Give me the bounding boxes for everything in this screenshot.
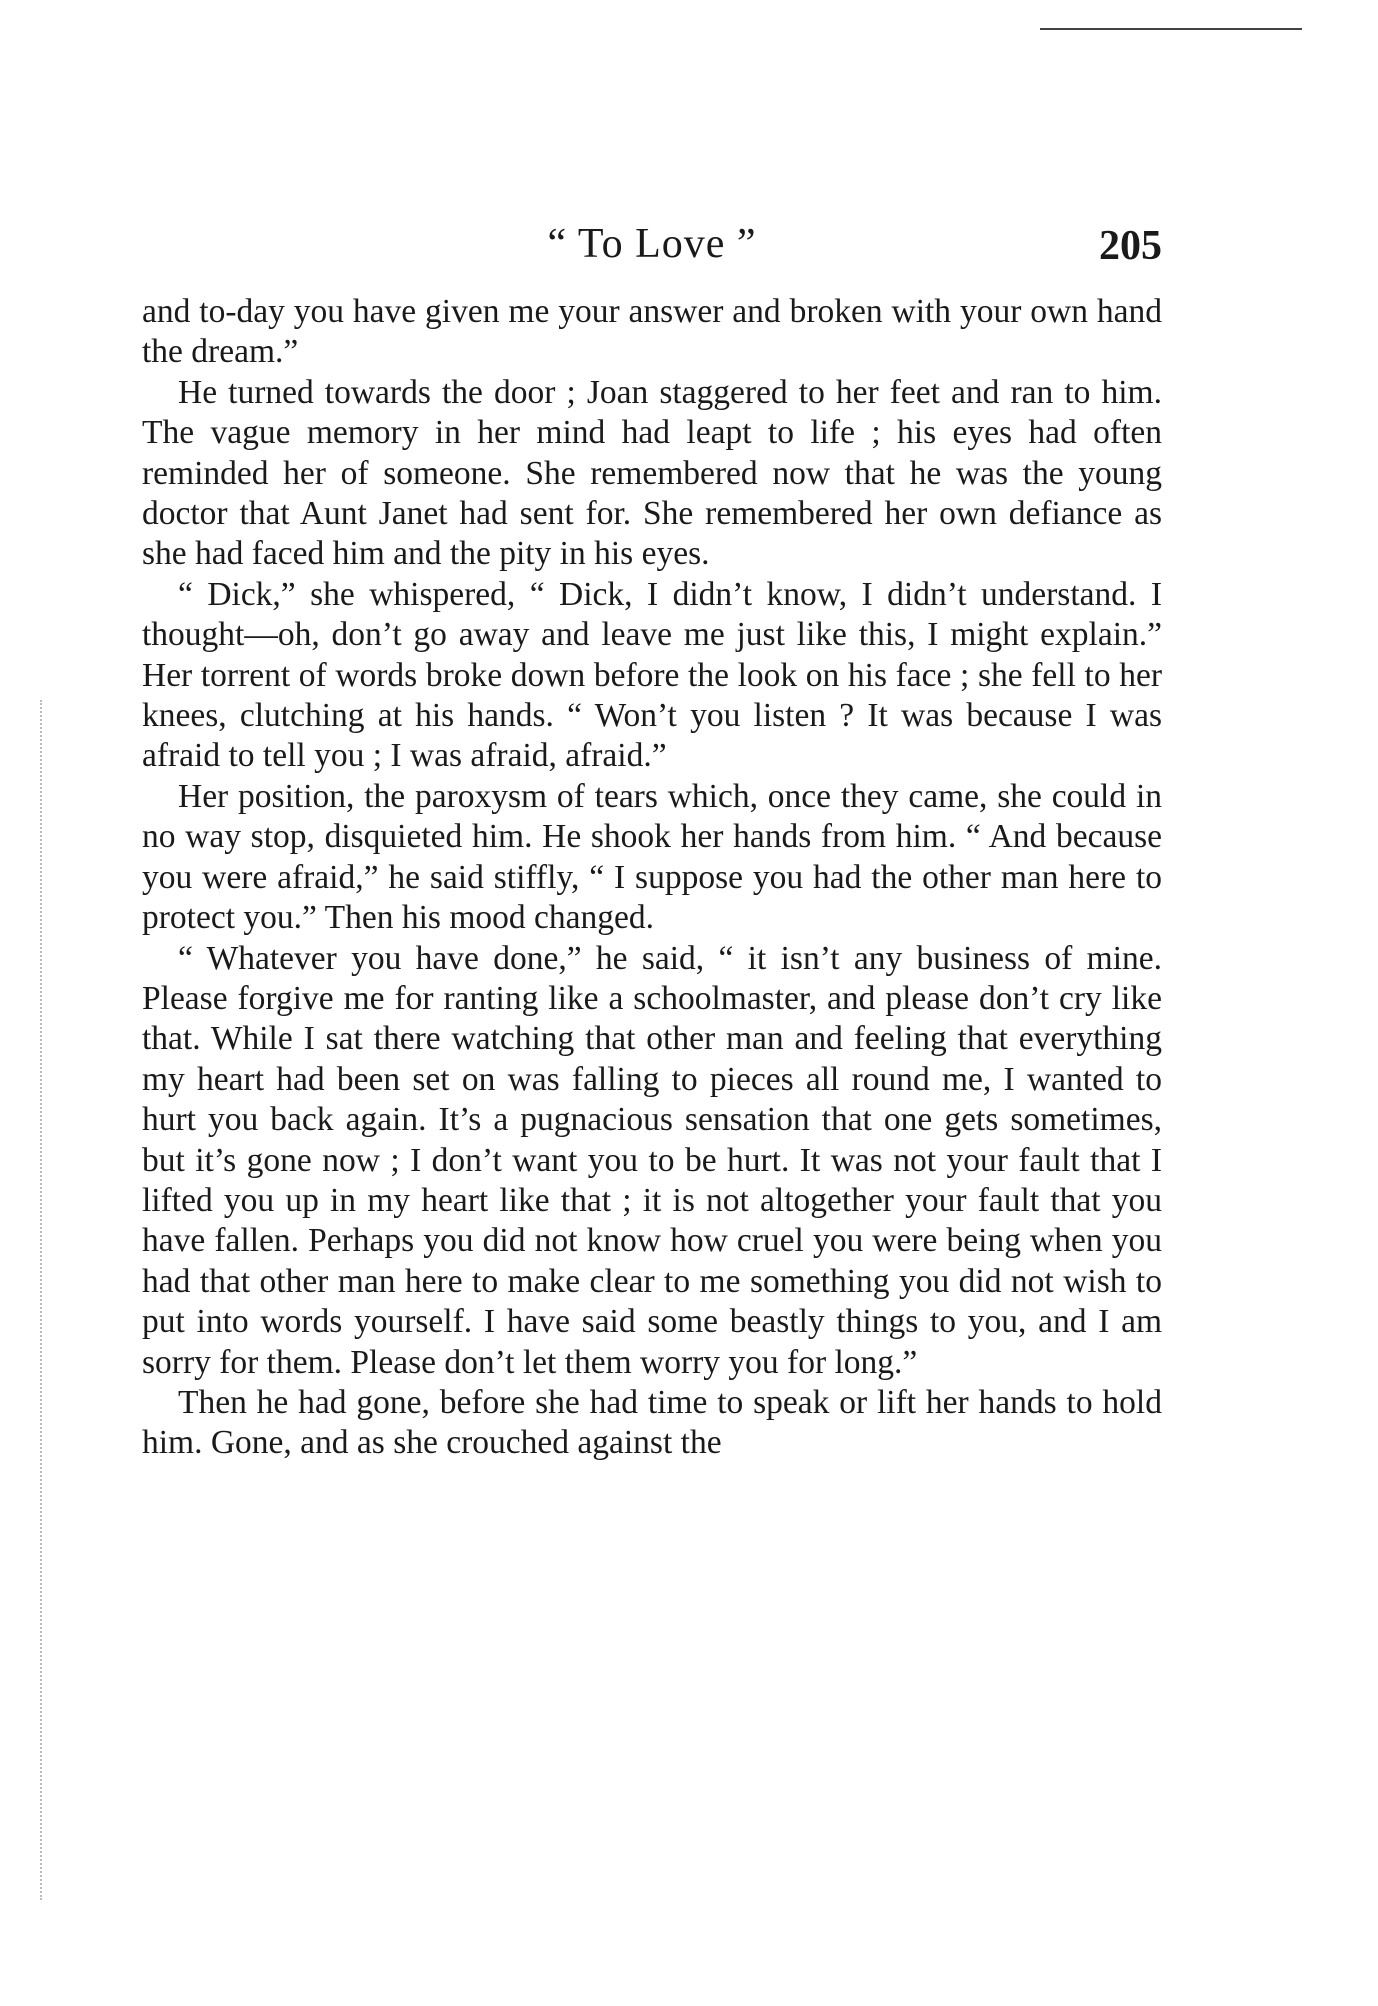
margin-marks	[40, 700, 50, 1900]
page-header	[142, 220, 1162, 280]
top-rule	[1040, 28, 1302, 30]
body-text	[142, 292, 1162, 1464]
paragraph-5: “ Whatever you have done,” he said, “ it isn’t any business of mine. Please forgive me for ranting like a schoolmaster, and please don’t cry like that. While I sat there watching that other man and feeling that everything my heart had been set on was falling to pieces all round me, I wanted to hurt you back again. It’s a pugnacious sensation that one gets sometimes, but it’s gone now ; I don’t want you to be hurt. It was not your fault that I lifted you up in my heart like that ; it is not altogether your fault that you have fallen. Perhaps you did not know how cruel you were being when you had that other man here to make clear to me something you did not wish to put into words yourself. I have said some beastly things to you, and I am sorry for them. Please don’t let them worry you for long.”	[142, 939, 1162, 1381]
paragraph-4: Her position, the paroxysm of tears which, once they came, she could in no way stop, disquieted him. He shook her hands from him. “ And because you were afraid,” he said stiffly, “ I suppose you had the other man here to protect you.” Then his mood changed.	[142, 777, 1162, 937]
paragraph-1: and to-day you have given me your answer and broken with your own hand the dream.”	[142, 293, 1162, 371]
running-title: “ To Love ”	[547, 221, 757, 267]
paragraph-2: He turned towards the door ; Joan staggered to her feet and ran to him. The vague memory in her mind had leapt to life ; his eyes had often reminded her of someone. She remembered now that he was the young doctor that Aunt Janet had sent for. She remembered her own defiance as she had faced him and the pity in his eyes.	[142, 373, 1162, 573]
paragraph-3: “ Dick,” she whispered, “ Dick, I didn’t know, I didn’t understand. I thought—oh, don’t go away and leave me just like this, I might explain.” Her torrent of words broke down before the look on his face ; she fell to her knees, clutching at his hands. “ Won’t you listen ? It was because I was afraid to tell you ; I was afraid, afraid.”	[142, 575, 1162, 775]
paragraph-6: Then he had gone, before she had time to speak or lift her hands to hold him. Gone, and as she crouched against the	[142, 1383, 1162, 1462]
page-number: 205	[1099, 223, 1162, 269]
